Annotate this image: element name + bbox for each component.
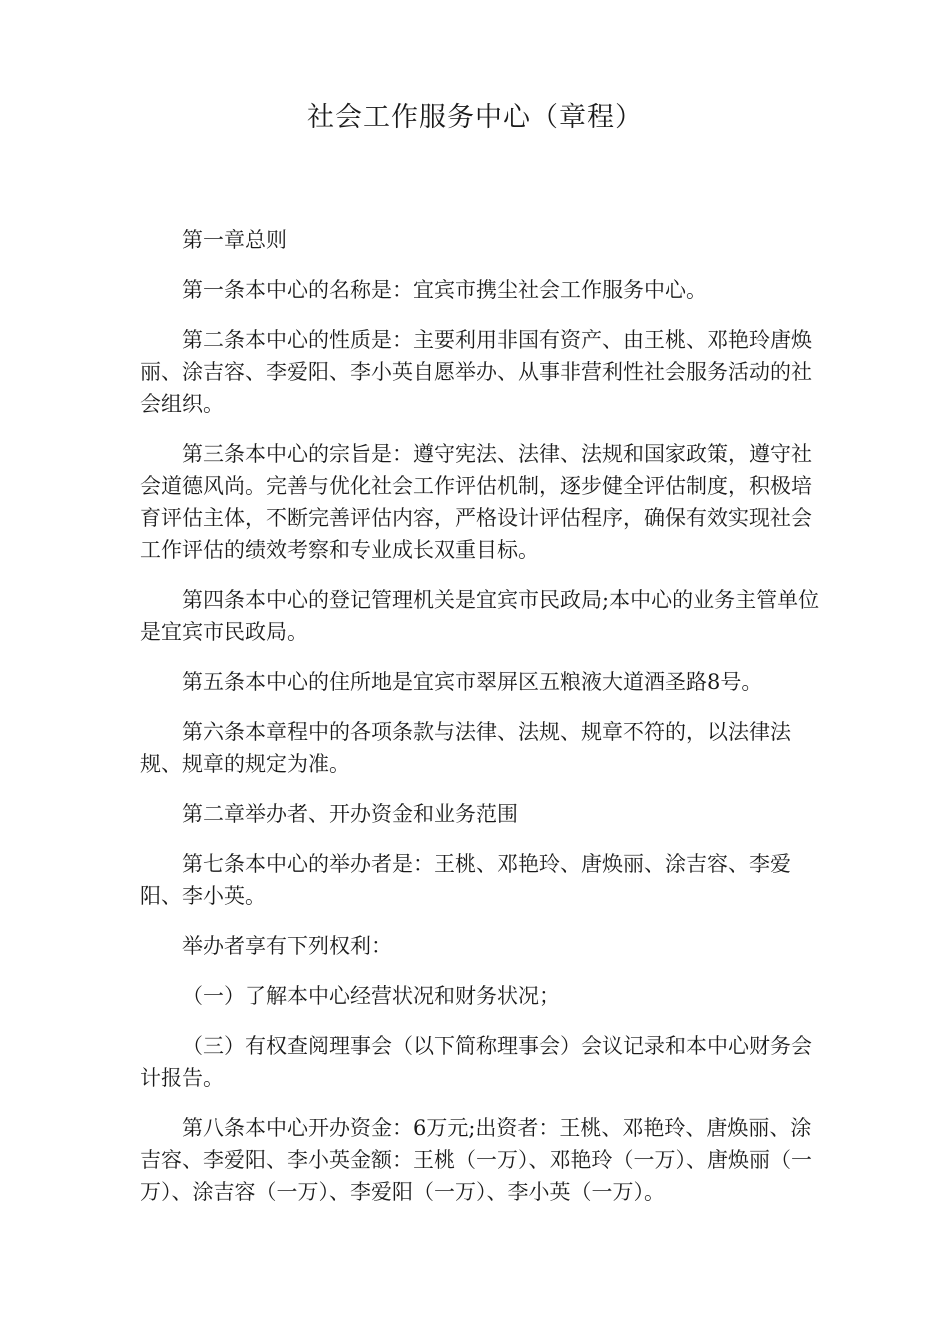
- article-2: 第二条本中心的性质是：主要利用非国有资产、由王桃、邓艳玲唐焕丽、涂吉容、李爱阳、李小英自愿举办、从事非营利性社会服务活动的社会组织。: [140, 328, 812, 416]
- right-item-1: （一）了解本中心经营状况和财务状况；: [182, 984, 560, 1008]
- article-3: 第三条本中心的宗旨是：遵守宪法、法律、法规和国家政策，遵守社会道德风尚。完善与优化社会工作评估机制，逐步健全评估制度，积极培育评估主体，不断完善评估内容，严格设计评估程序，确保有效实现社会工作评估的绩效考察和专业成长双重目标。: [140, 442, 812, 562]
- article-8: 第八条本中心开办资金：6万元;出资者：王桃、邓艳玲、唐焕丽、涂吉容、李爱阳、李小英金额：王桃（一万）、邓艳玲（一万）、唐焕丽（一万）、涂吉容（一万）、李爱阳（一万）、李小英（一万）。: [140, 1116, 812, 1204]
- chapter-2-heading: 第二章举办者、开办资金和业务范围: [182, 802, 518, 826]
- article-7: 第七条本中心的举办者是：王桃、邓艳玲、唐焕丽、涂吉容、李爱阳、李小英。: [140, 852, 791, 908]
- article-4: 第四条本中心的登记管理机关是宜宾市民政局;本中心的业务主管单位是宜宾市民政局。: [140, 588, 820, 644]
- document-body: [140, 224, 830, 1226]
- article-6: 第六条本章程中的各项条款与法律、法规、规章不符的，以法律法规、规章的规定为准。: [140, 720, 791, 776]
- article-1: 第一条本中心的名称是：宜宾市携尘社会工作服务中心。: [182, 278, 707, 302]
- right-item-3: （三）有权查阅理事会（以下简称理事会）会议记录和本中心财务会计报告。: [140, 1034, 812, 1090]
- chapter-1-heading: 第一章总则: [182, 228, 287, 252]
- document-title: 社会工作服务中心（章程）: [307, 102, 643, 133]
- article-5: 第五条本中心的住所地是宜宾市翠屏区五粮液大道酒圣路8号。: [182, 670, 763, 694]
- rights-intro: 举办者享有下列权利：: [182, 934, 392, 958]
